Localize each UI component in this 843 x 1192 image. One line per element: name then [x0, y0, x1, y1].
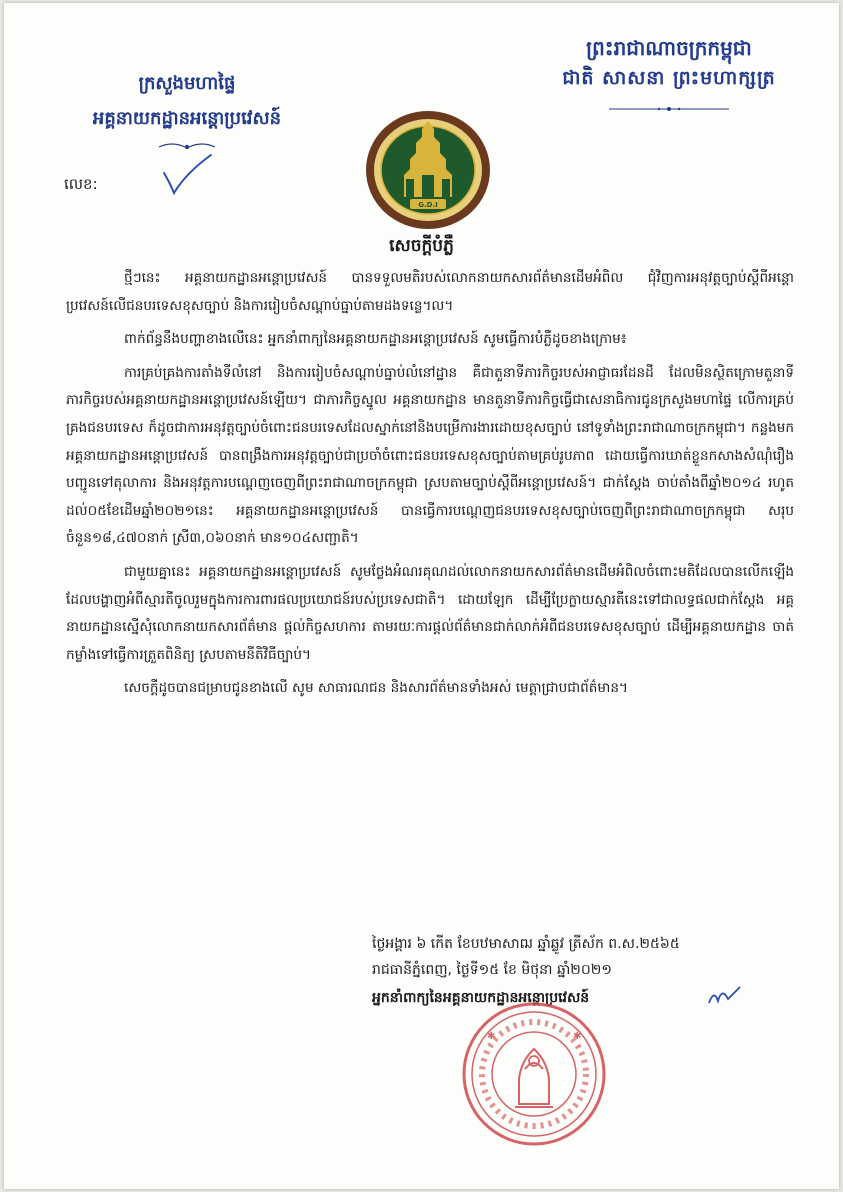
document-title: សេចក្ដីបំភ្លឺ [389, 236, 454, 256]
checkmark-icon [156, 153, 216, 198]
svg-text:✱: ✱ [573, 1031, 582, 1042]
paragraph-3: ការគ្រប់គ្រងការតាំងទីលំនៅ និងការរៀបចំសណ្ដាប់ធ្នាប់លំនៅដ្ឋាន គឺជាតួនាទីភារកិច្ចរបស់អាជ្ញាធរដែនដី ដែលមិនស្ថិតក្រោមតួនាទីភារកិច្ចរបស់អគ្គនាយកដ្ឋានអន្តោប្រវេសន៍ឡើយ។ ជាភារកិច្ចស្នូល អគ្គនាយកដ្ឋាន មានតួនាទីភារកិច្ចធ្វើជាសេនាធិការជូនក្រសួងមហាផ្ទៃ លើការគ្រប់គ្រងជនបរទេស ក៏ដូចជាការអនុវត្តច្បាប់ចំពោះជនបរទេសដែលស្នាក់នៅនិងបម្រើការងារដោយខុសច្បាប់ នៅទូទាំងព្រះរាជាណាចក្រកម្ពុជា។ កន្លងមក អគ្គនាយកដ្ឋានអន្តោប្រវេសន៍ បានពង្រឹងការអនុវត្តច្បាប់ជាប្រចាំចំពោះជនបរទេសខុសច្បាប់តាមគ្រប់រូបភាព ដោយធ្វើការឃាត់ខ្លួនកសាងសំណុំរឿងបញ្ជូនទៅតុលាការ និងអនុវត្តការបណ្ដេញចេញពីព្រះរាជាណាចក្រកម្ពុជា ស្របតាមច្បាប់ស្ដីពីអន្តោប្រវេសន៍។ ជាក់ស្ដែង ចាប់តាំងពីឆ្នាំ២០១៤ រហូតដល់០៥ខែដើមឆ្នាំ២០២១នេះ អគ្គនាយកដ្ឋានអន្តោប្រវេសន៍ បានធ្វើការបណ្ដេញជនបរទេសខុសច្បាប់ចេញពីព្រះរាជាណាចក្រកម្ពុជា សរុបចំនួន១៨,៤៧០នាក់ ស្រី៣,០៦០នាក់ មាន១០៤សញ្ជាតិ។ [66, 364, 794, 547]
ministry-name: ក្រសួងមហាផ្ទៃ [138, 73, 236, 94]
signature-icon [706, 983, 746, 1009]
kingdom-name: ព្រះរាជាណាចក្រកម្ពុជា [586, 36, 752, 60]
paragraph-2: ពាក់ព័ន្ធនឹងបញ្ហាខាងលើនេះ អ្នកនាំពាក្យនៃអគ្គនាយកដ្ឋានអន្តោប្រវេសន៍ សូមធ្វើការបំភ្លឺដូចខាងក្រោម៖ [124, 331, 627, 348]
signer-title: អ្នកនាំពាក្យនៃអគ្គនាយកដ្ឋានអន្តោប្រវេសន៍ [372, 990, 590, 1006]
official-stamp-icon [459, 999, 609, 1149]
paragraph-4: ជាមួយគ្នានេះ អគ្គនាយកដ្ឋានអន្តោប្រវេសន៍ សូមថ្លែងអំណរគុណដល់លោកនាយកសារព័ត៌មានដើមអំពិលចំពោះមតិដែលបានលើកឡើង ដែលបង្ហាញអំពីស្មារតីចូលរួមក្នុងការការពារផលប្រយោជន៍របស់ប្រទេសជាតិ។ ដោយឡែក ដើម្បីប្រែក្លាយស្មារតីនេះទៅជាលទ្ធផលជាក់ស្ដែង អគ្គនាយកដ្ឋានស្នើសុំលោកនាយកសារព័ត៌មាន ផ្ដល់កិច្ចសហការ តាមរយៈការផ្ដល់ព័ត៌មានជាក់លាក់អំពីជនបរទេសខុសច្បាប់ ដើម្បីអគ្គនាយកដ្ឋាន ចាត់កម្លាំងទៅធ្វើការត្រួតពិនិត្យ ស្របតាមនីតិវិធីច្បាប់។ [66, 563, 794, 663]
flourish-ornament-icon [157, 139, 217, 153]
ornament-divider-icon [609, 105, 729, 113]
paragraph-5: សេចក្ដីដូចបានជម្រាបជូនខាងលើ សូម សាធារណជន និងសារព័ត៌មានទាំងអស់ មេត្តាជ្រាបជាព័ត៌មាន។ [124, 680, 628, 697]
paragraph-1: ថ្មីៗនេះ អគ្គនាយកដ្ឋានអន្តោប្រវេសន៍ បានទទួលមតិរបស់លោកនាយកសារព័ត៌មានដើមអំពិល ជុំវិញការអនុវត្តច្បាប់ស្ដីពីអន្តោប្រវេសន៍លើជនបរទេសខុសច្បាប់ និងការរៀបចំសណ្ដាប់ធ្នាប់តាមដងទន្លេ។ល។ [66, 270, 794, 314]
solar-date: រាជធានីភ្នំពេញ, ថ្ងៃទី១៥ ខែ មិថុនា ឆ្នាំ២០២១ [372, 962, 612, 978]
logo-abbreviation: G.D.I [418, 201, 438, 209]
svg-text:✱: ✱ [487, 1031, 496, 1042]
document-page [4, 3, 839, 1189]
kingdom-header [549, 33, 789, 113]
gdi-logo-icon [364, 109, 492, 231]
document-body [66, 265, 794, 709]
lunar-date: ថ្ងៃអង្គារ ៦ កើត ខែបឋមាសាឍ ឆ្នាំឆ្លូវ ត្រីស័ក ព.ស.២៥៦៥ [372, 936, 680, 952]
department-name: អគ្គនាយកដ្ឋានអន្តោប្រវេសន៍ [92, 108, 282, 129]
reference-number-label: លេខ: [64, 175, 98, 193]
ministry-header [62, 69, 312, 153]
national-motto: ជាតិ សាសនា ព្រះមហាក្សត្រ [562, 67, 776, 89]
